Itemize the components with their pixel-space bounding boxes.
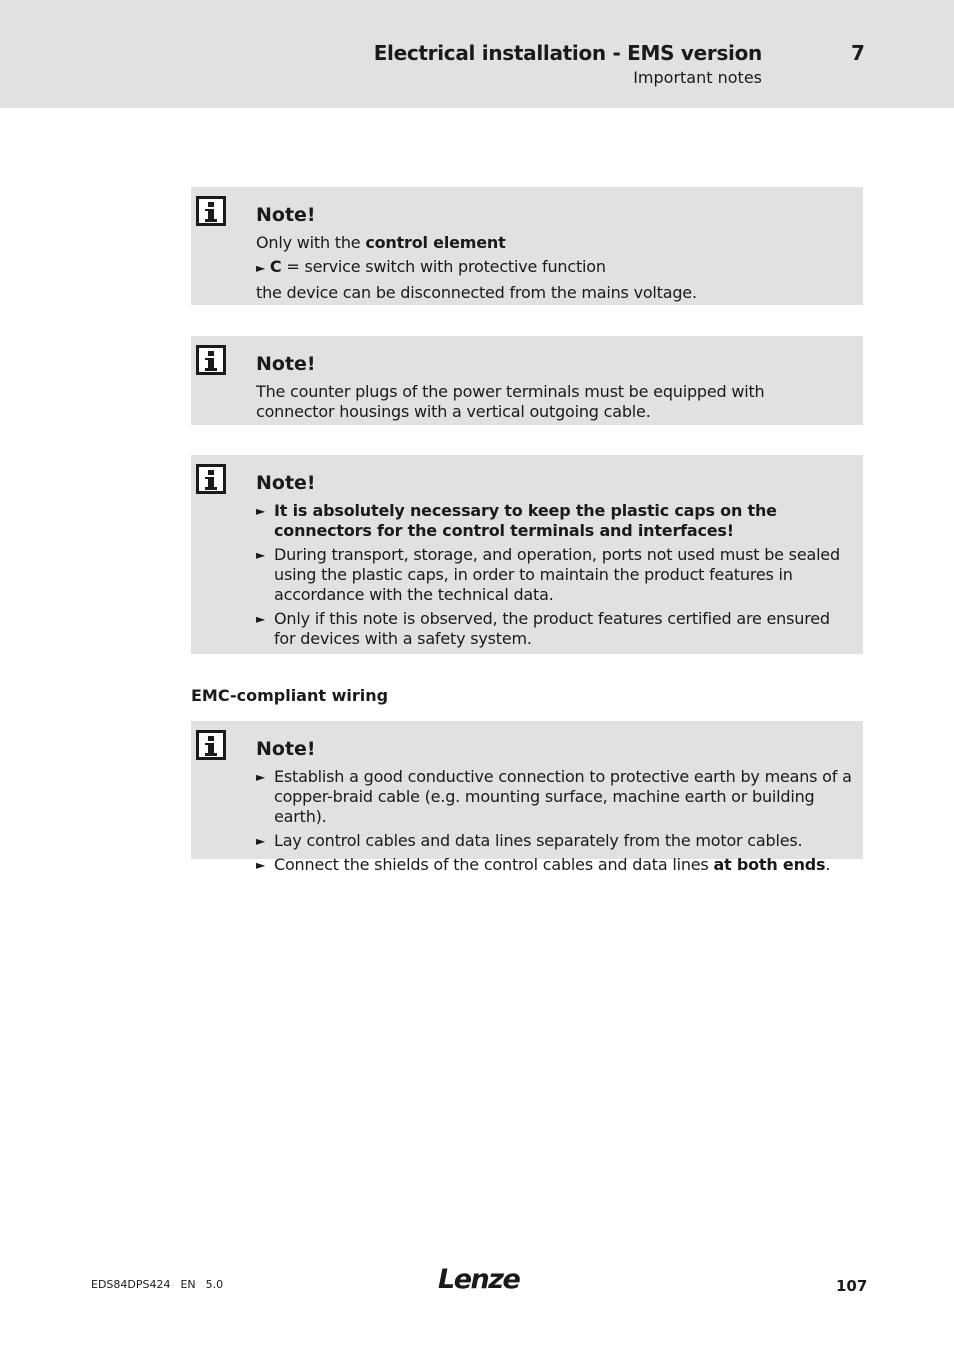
bullet-arrow-icon: ► xyxy=(256,261,266,275)
note-box-counter-plugs xyxy=(191,336,863,425)
note-bullet-list xyxy=(256,767,856,879)
note-title: Note! xyxy=(256,204,316,226)
chapter-title: Electrical installation - EMS version xyxy=(373,41,762,65)
bullet-arrow-icon: ► xyxy=(256,770,266,784)
note-bullet: ► Lay control cables and data lines separately from the motor cables. xyxy=(256,831,803,850)
section-subtitle: Important notes xyxy=(633,68,762,87)
note-bullet: ► Connect the shields of the control cables and data lines at both ends. xyxy=(256,855,831,874)
note-text: the device can be disconnected from the mains voltage. xyxy=(256,283,697,302)
bullet-arrow-icon: ► xyxy=(256,612,266,626)
info-icon xyxy=(196,730,226,760)
info-icon xyxy=(196,345,226,375)
info-icon xyxy=(196,196,226,226)
bullet-arrow-icon: ► xyxy=(256,858,266,872)
note-text: The counter plugs of the power terminals must be equipped with connector housings with a vertical outgoing cable. xyxy=(256,382,765,421)
note-text: Only with the control element xyxy=(256,233,506,252)
bullet-arrow-icon: ► xyxy=(256,548,266,562)
section-heading: EMC-compliant wiring xyxy=(191,686,389,705)
chapter-number: 7 xyxy=(851,41,865,65)
note-title: Note! xyxy=(256,738,316,760)
note-box-plastic-caps xyxy=(191,455,863,654)
note-bullet: ► Only if this note is observed, the product features certified are ensured for devices with a safety system. xyxy=(256,609,830,648)
note-box-emc-wiring xyxy=(191,721,863,874)
note-bullet: ► C = service switch with protective function xyxy=(256,257,606,276)
info-icon xyxy=(196,464,226,494)
bullet-arrow-icon: ► xyxy=(256,504,266,518)
note-title: Note! xyxy=(256,472,316,494)
note-bullet: ► It is absolutely necessary to keep the plastic caps on the connectors for the control terminals and interfaces! xyxy=(256,501,777,540)
bullet-arrow-icon: ► xyxy=(256,834,266,848)
note-box-service-switch xyxy=(191,187,863,305)
page-header xyxy=(0,0,954,108)
page-number: 107 xyxy=(836,1277,868,1295)
note-bullet-list xyxy=(256,501,854,653)
note-bullet: ► Establish a good conductive connection to protective earth by means of a copper-braid cable (e.g. mounting surface, machine earth or building earth). xyxy=(256,767,852,826)
note-body xyxy=(256,233,856,303)
note-bullet: ► During transport, storage, and operation, ports not used must be sealed using the plastic caps, in order to maintain the product features in accordance with the technical data. xyxy=(256,545,840,604)
lenze-logo: Lenze xyxy=(438,1264,520,1295)
note-title: Note! xyxy=(256,353,316,375)
document-id: EDS84DPS424 EN 5.0 xyxy=(91,1278,224,1291)
